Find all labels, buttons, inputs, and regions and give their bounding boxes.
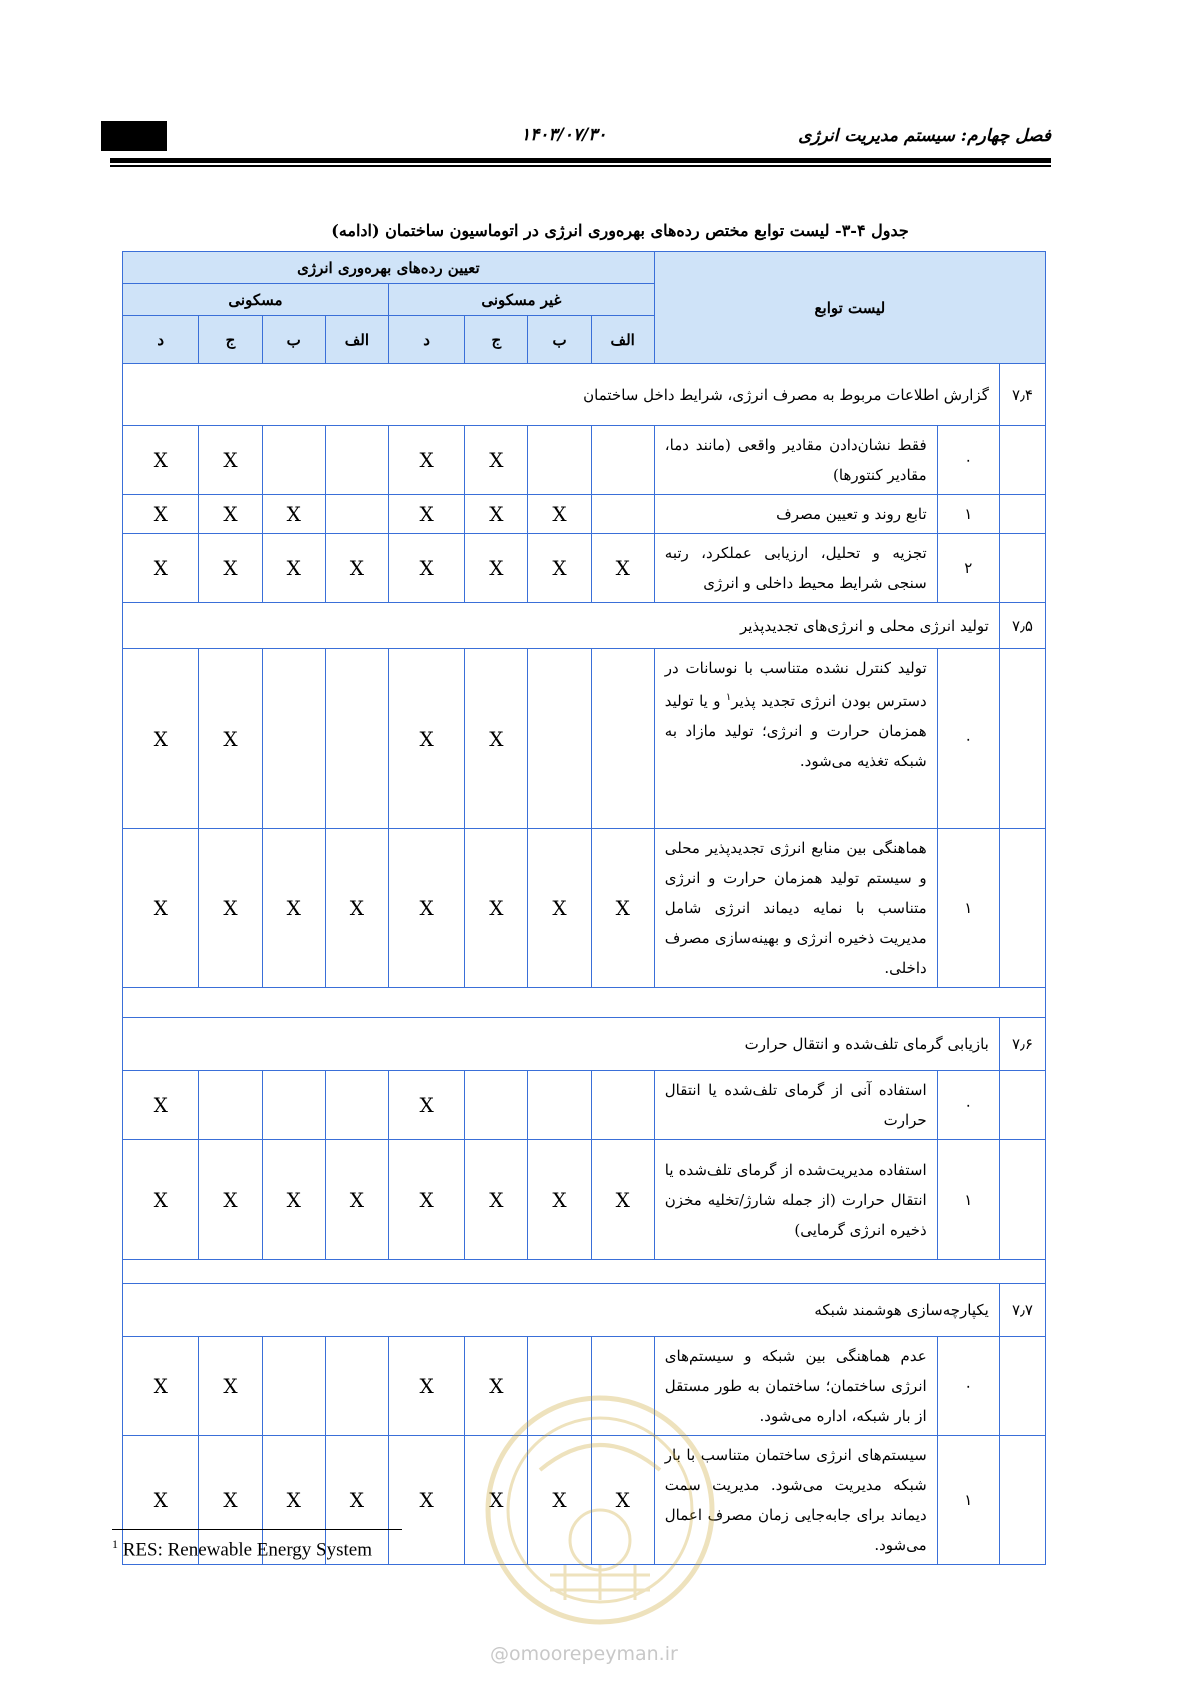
header-class: ب xyxy=(262,316,325,364)
header-rule-thick xyxy=(110,158,1051,163)
page-header xyxy=(101,118,1051,166)
function-text: تجزیه و تحلیل، ارزیابی عملکرد، رتبه سنجی شرایط محیط داخلی و انرژی xyxy=(654,534,937,603)
mark-cell: X xyxy=(199,649,262,829)
mark-cell: X xyxy=(325,534,388,603)
mark-cell: X xyxy=(591,1140,654,1260)
mark-cell: X xyxy=(123,534,199,603)
table-row xyxy=(123,649,1046,829)
section-number: ۷٫۴ xyxy=(999,364,1045,426)
mark-cell: X xyxy=(591,829,654,988)
mark-cell: X xyxy=(199,1436,262,1565)
function-text: استفاده مدیریت‌شده از گرمای تلف‌شده یا انتقال حرارت (از جمله شارژ/تخلیه مخزن ذخیره انرژی گرمایی) xyxy=(654,1140,937,1260)
functions-table xyxy=(122,251,1046,1565)
mark-cell: X xyxy=(528,495,591,534)
mark-cell xyxy=(528,426,591,495)
mark-cell xyxy=(325,1337,388,1436)
function-text: تابع روند و تعیین مصرف xyxy=(654,495,937,534)
mark-cell: X xyxy=(123,495,199,534)
mark-cell xyxy=(591,426,654,495)
mark-cell: X xyxy=(262,1436,325,1565)
mark-cell: X xyxy=(388,1337,464,1436)
level-number: ۰ xyxy=(937,649,999,829)
mark-cell: X xyxy=(262,495,325,534)
function-text: فقط نشان‌دادن مقادیر واقعی (مانند دما، مقادیر کنتورها) xyxy=(654,426,937,495)
mark-cell xyxy=(591,649,654,829)
mark-cell: X xyxy=(388,649,464,829)
section-row xyxy=(123,1284,1046,1337)
section-title: گزارش اطلاعات مربوط به مصرف انرژی، شرایط داخل ساختمان xyxy=(123,364,1000,426)
section-title: یکپارچه‌سازی هوشمند شبکه xyxy=(123,1284,1000,1337)
mark-cell xyxy=(262,426,325,495)
level-number: ۲ xyxy=(937,534,999,603)
mark-cell: X xyxy=(199,495,262,534)
header-class: ب xyxy=(528,316,591,364)
header-date: ۱۴۰۳/۰۷/۳۰ xyxy=(521,125,607,145)
mark-cell: X xyxy=(591,534,654,603)
section-row xyxy=(123,1018,1046,1071)
mark-cell: X xyxy=(388,426,464,495)
table-row xyxy=(123,534,1046,603)
footnote-mark: ۱ xyxy=(725,692,732,703)
mark-cell: X xyxy=(465,1436,528,1565)
mark-cell: X xyxy=(325,829,388,988)
mark-cell: X xyxy=(123,1436,199,1565)
mark-cell: X xyxy=(325,1140,388,1260)
header-determination: تعیین رده‌های بهره‌وری انرژی xyxy=(123,252,655,284)
mark-cell: X xyxy=(465,426,528,495)
mark-cell: X xyxy=(388,1140,464,1260)
section-row xyxy=(123,364,1046,426)
mark-cell xyxy=(465,1071,528,1140)
table-row xyxy=(123,829,1046,988)
mark-cell: X xyxy=(199,1337,262,1436)
watermark-url: @omoorepeyman.ir xyxy=(490,1643,678,1665)
section-number: ۷٫۵ xyxy=(999,603,1045,649)
mark-cell xyxy=(325,426,388,495)
footnote-text: RES: Renewable Energy System xyxy=(122,1539,373,1561)
mark-cell: X xyxy=(465,829,528,988)
mark-cell xyxy=(325,495,388,534)
mark-cell: X xyxy=(388,1436,464,1565)
spacer-row xyxy=(123,1260,1046,1284)
page-number-box xyxy=(101,121,167,151)
section-title: بازیابی گرمای تلف‌شده و انتقال حرارت xyxy=(123,1018,1000,1071)
table-row xyxy=(123,495,1046,534)
mark-cell: X xyxy=(123,1071,199,1140)
header-class: ج xyxy=(465,316,528,364)
mark-cell xyxy=(528,1071,591,1140)
table-row xyxy=(123,426,1046,495)
mark-cell xyxy=(262,1337,325,1436)
mark-cell xyxy=(325,649,388,829)
level-number: ۱ xyxy=(937,495,999,534)
header-chapter-title: فصل چهارم: سیستم مدیریت انرژی xyxy=(798,126,1051,146)
mark-cell xyxy=(199,1071,262,1140)
mark-cell: X xyxy=(465,1337,528,1436)
mark-cell: X xyxy=(528,534,591,603)
header-class: الف xyxy=(591,316,654,364)
level-number: ۱ xyxy=(937,1436,999,1565)
mark-cell: X xyxy=(465,649,528,829)
table-row xyxy=(123,1140,1046,1260)
function-text: عدم هماهنگی بین شبکه و سیستم‌های انرژی ساختمان؛ ساختمان به طور مستقل از بار شبکه، اداره می‌شود. xyxy=(654,1337,937,1436)
mark-cell: X xyxy=(465,1140,528,1260)
mark-cell: X xyxy=(388,495,464,534)
table-caption: جدول ۴-۳- لیست توابع مختص رده‌های بهره‌وری انرژی در اتوماسیون ساختمان (ادامه) xyxy=(331,221,909,240)
mark-cell: X xyxy=(528,829,591,988)
mark-cell xyxy=(591,495,654,534)
mark-cell: X xyxy=(591,1436,654,1565)
header-class: د xyxy=(123,316,199,364)
header-non-residential: غیر مسکونی xyxy=(388,284,654,316)
function-text: استفاده آنی از گرمای تلف‌شده یا انتقال حرارت xyxy=(654,1071,937,1140)
mark-cell: X xyxy=(388,534,464,603)
mark-cell: X xyxy=(465,495,528,534)
section-number: ۷٫۷ xyxy=(999,1284,1045,1337)
mark-cell: X xyxy=(528,1140,591,1260)
mark-cell: X xyxy=(123,829,199,988)
level-number: ۱ xyxy=(937,1140,999,1260)
mark-cell: X xyxy=(388,829,464,988)
table-row xyxy=(123,1071,1046,1140)
mark-cell xyxy=(262,649,325,829)
spacer-row xyxy=(123,988,1046,1018)
mark-cell: X xyxy=(123,1140,199,1260)
footnote xyxy=(112,1537,372,1561)
mark-cell: X xyxy=(262,534,325,603)
level-number: ۱ xyxy=(937,829,999,988)
mark-cell xyxy=(528,649,591,829)
function-text: تولید کنترل نشده متناسب با نوسانات در دسترس بودن انرژی تجدید پذیر$^۱$ و یا تولید همزمان حرارت و انرژی؛ تولید مازاد به شبکه تغذیه می‌شود. xyxy=(654,649,937,829)
section-number: ۷٫۶ xyxy=(999,1018,1045,1071)
header-functions-list: لیست توابع xyxy=(654,252,1045,364)
mark-cell xyxy=(325,1071,388,1140)
level-number: ۰ xyxy=(937,1071,999,1140)
footnote-number: 1 xyxy=(112,1537,118,1551)
header-residential: مسکونی xyxy=(123,284,389,316)
mark-cell: X xyxy=(199,534,262,603)
mark-cell: X xyxy=(528,1436,591,1565)
level-number: ۰ xyxy=(937,426,999,495)
footnote-separator xyxy=(112,1529,402,1530)
header-class: د xyxy=(388,316,464,364)
header-class: ج xyxy=(199,316,262,364)
mark-cell: X xyxy=(199,426,262,495)
function-text: هماهنگی بین منابع انرژی تجدیدپذیر محلی و سیستم تولید همزمان حرارت و انرژی متناسب با نمایه دیماند انرژی شامل مدیریت ذخیره انرژی و بهینه‌سازی مصرف داخلی. xyxy=(654,829,937,988)
mark-cell: X xyxy=(262,1140,325,1260)
mark-cell: X xyxy=(465,534,528,603)
mark-cell: X xyxy=(325,1436,388,1565)
mark-cell: X xyxy=(123,649,199,829)
function-text: سیستم‌های انرژی ساختمان متناسب با بار شبکه مدیریت می‌شود. مدیریت سمت دیماند برای جابه‌جایی زمان مصرف اعمال می‌شود. xyxy=(654,1436,937,1565)
section-title: تولید انرژی محلی و انرژی‌های تجدیدپذیر xyxy=(123,603,1000,649)
level-number: ۰ xyxy=(937,1337,999,1436)
mark-cell xyxy=(591,1071,654,1140)
mark-cell: X xyxy=(123,426,199,495)
mark-cell: X xyxy=(199,1140,262,1260)
mark-cell: X xyxy=(123,1337,199,1436)
header-rule-thin xyxy=(110,165,1051,167)
mark-cell: X xyxy=(262,829,325,988)
mark-cell xyxy=(262,1071,325,1140)
mark-cell: X xyxy=(199,829,262,988)
header-class: الف xyxy=(325,316,388,364)
watermark-seal-icon xyxy=(480,1390,720,1630)
mark-cell: X xyxy=(388,1071,464,1140)
section-row xyxy=(123,603,1046,649)
